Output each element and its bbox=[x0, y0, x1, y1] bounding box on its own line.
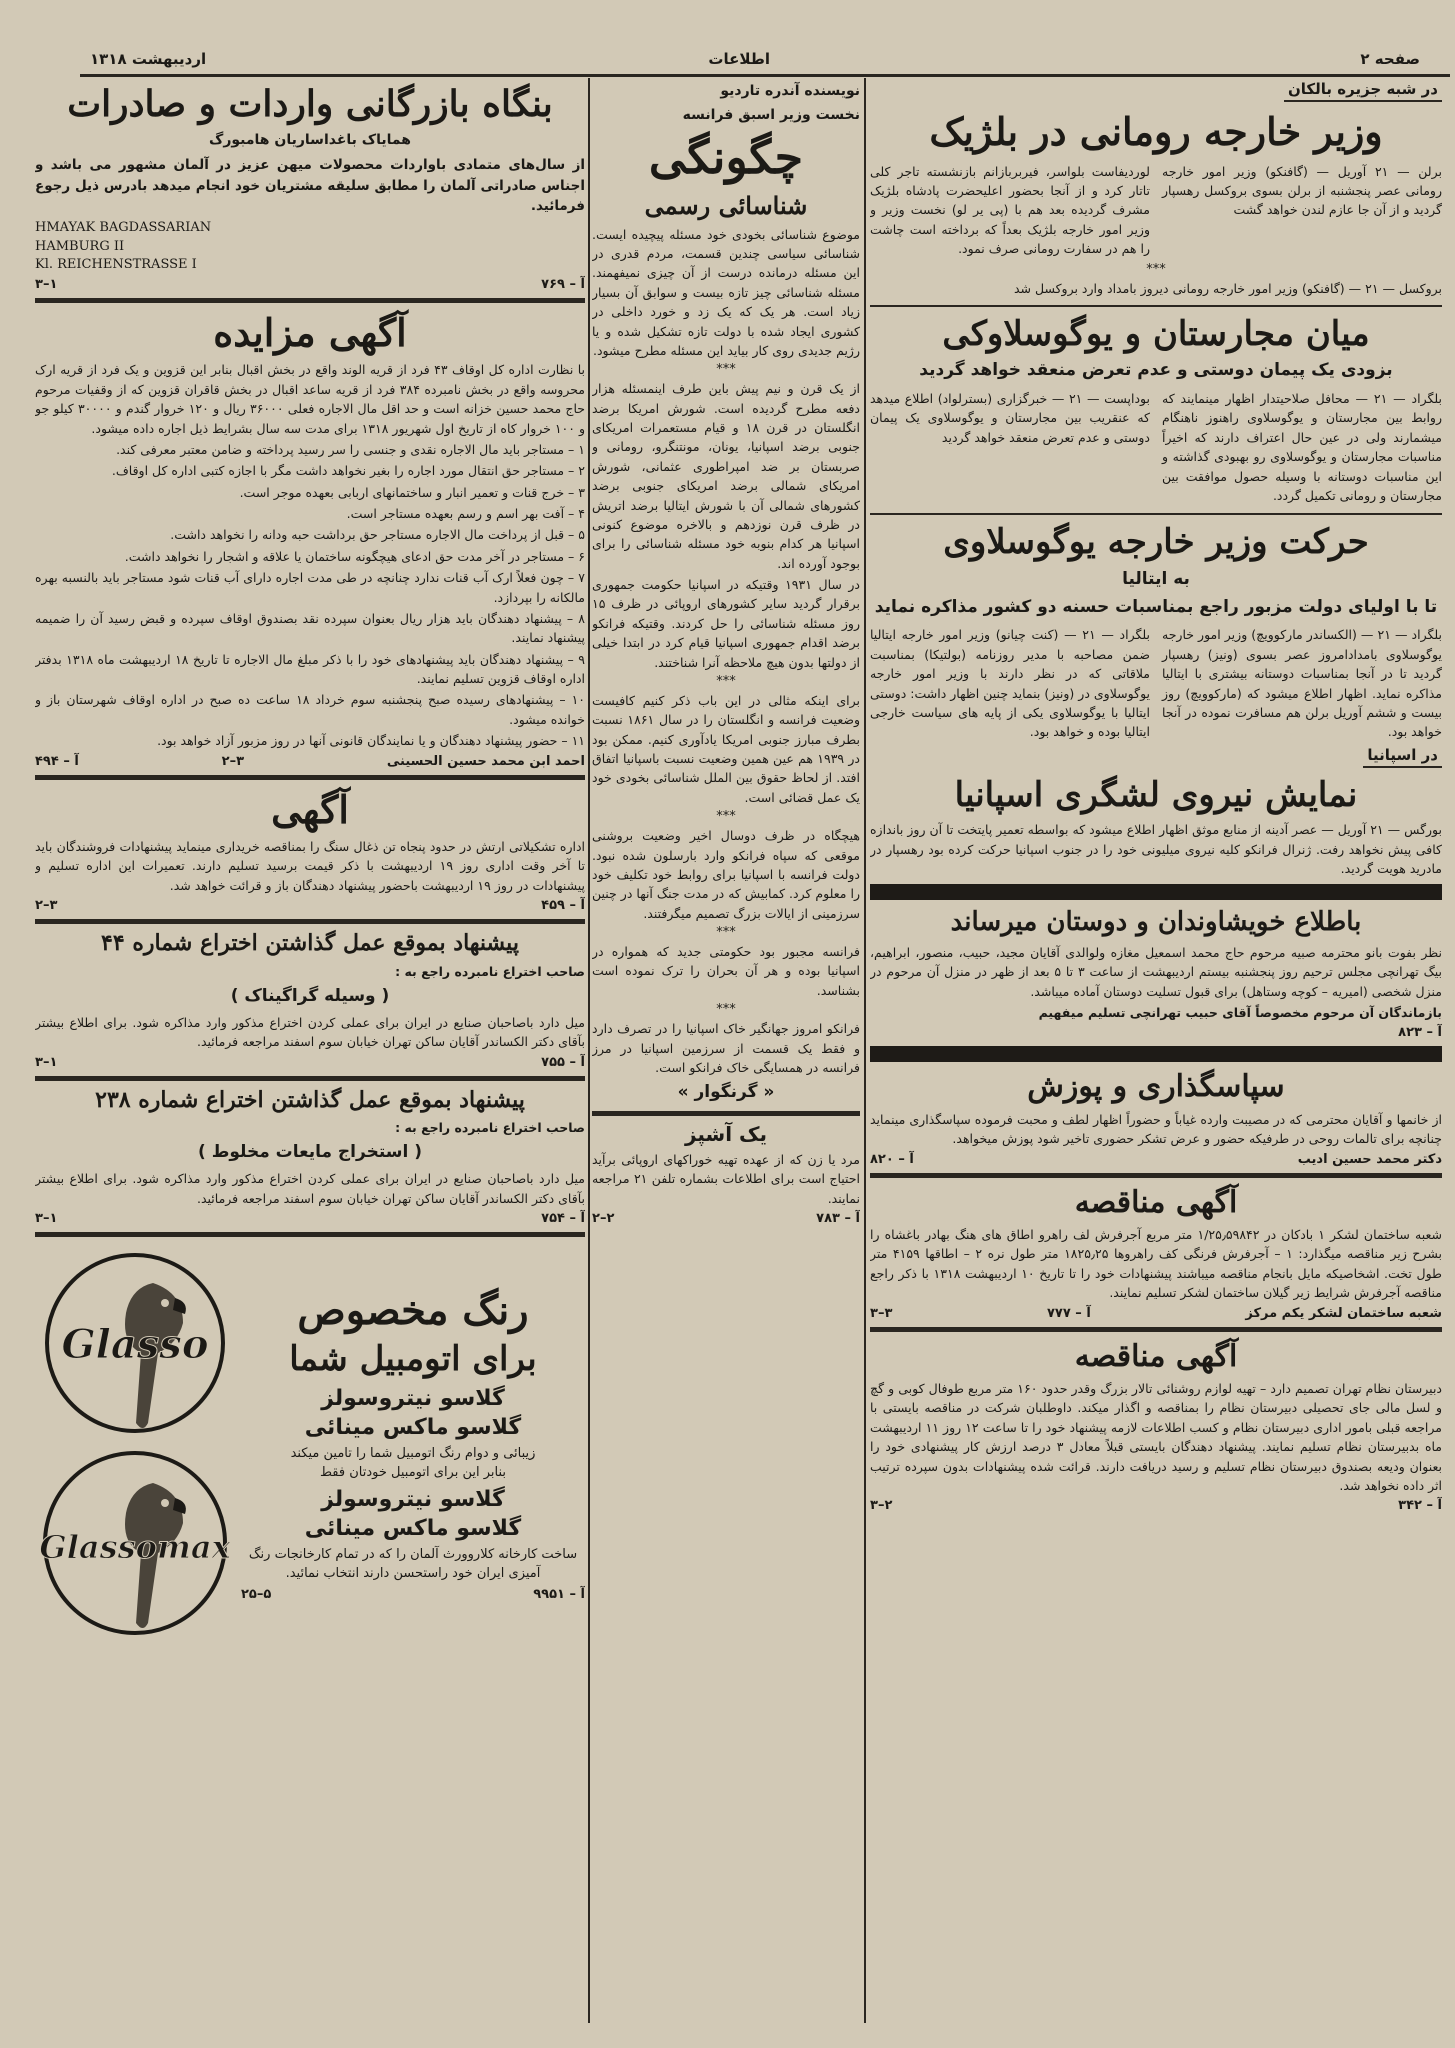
paint-ad-title: برای اتومبیل شما bbox=[289, 1339, 537, 1380]
patent-name: ( استخراج مایعات مخلوط ) bbox=[198, 1142, 422, 1163]
paint-ad-text bbox=[241, 1285, 585, 1604]
subheadline: بزودی یک پیمان دوستی و عدم تعرض منعقد خواهد گردید bbox=[919, 360, 1393, 381]
notice-code-row bbox=[870, 1498, 1442, 1513]
ad-title: آگهی bbox=[271, 786, 349, 832]
subheadline: تا با اولیای دولت مزبور راجع بمناسبات حسنه دو کشور مذاکره نماید bbox=[874, 596, 1438, 617]
article-credit: « گرنگوار » bbox=[677, 1082, 775, 1103]
article-text: فرانسه مجبور بود حکومتی جدید که همواره در اسپانیا بوده و هر آن بحران را ترک نموده است بشناسد. bbox=[592, 944, 860, 998]
article-text: برای اینکه مثالی در این باب ذکر کنیم کافیست وضعیت فرانسه و انگلستان را در سال ۱۸۶۱ نسبت بطرف مبارز جنوبی امریکا یادآوری کنیم. ممکن بود در ۱۹۳۹ هم عین همین وضعیت نسبت باسپانیا اتفاق افتد. از لحاظ حقوق بین الملل شناسائی بخودی خود یک عمل قضائی است. bbox=[592, 692, 860, 805]
divider bbox=[35, 1232, 585, 1237]
ad-item: ۲ – مستاجر حق انتقال مورد اجاره را بغیر نخواهد داشت مگر با اجازه کتبی اداره کل اوقاف. bbox=[111, 463, 585, 479]
ad-text: اداره تشکیلاتی ارتش در حدود پنجاه تن ذغال سنگ را بمناقصه خریداری مینماید پیشنهادات فروشندگان باید تا آخر وقت اداری روز ۱۹ اردیبهشت با ذکر قیمت برسید تسلیم دارند. تعمیرات این اداره تسلیم و پیشنهادات در روز ۱۹ اردیبهشت باحضور پیشنهاد دهندگان باز و قرائت خواهد شد. bbox=[35, 839, 585, 893]
ad-text: از سال‌های متمادی باواردات محصولات میهن عزیز در آلمان مشهور می باشد و اجناس صادراتی آلمان را مطابق سلیقه مشتریان خود انجام میدهد بادرس ذیل رجوع فرمائید. bbox=[35, 156, 585, 215]
address-line: HAMBURG II bbox=[35, 238, 125, 254]
logo-text: Glasso bbox=[61, 1321, 209, 1369]
parrot-logos bbox=[35, 1243, 235, 1647]
notice-text: نظر بفوت بانو محترمه صبیه مرحوم حاج محمد اسمعیل مغازه ولوالدی آقایان مجید، حبیب، منصور، ابراهیم، بیگ تهرانچی مجلس ترحیم روز پنجشنبه بیستم اردیبهشت از ساعت ۳ تا ۵ بعد از ظهر در منزل آن مرحوم در منزل شخصی (امیریه – کوچه وستاهل) برای قبول تسلیت دوستان آماده میباشد. bbox=[870, 944, 1442, 999]
notice-title: آگهی مناقصه bbox=[1074, 1338, 1238, 1374]
separator-stars: *** bbox=[716, 925, 736, 941]
column-divider bbox=[864, 78, 866, 2023]
divider bbox=[35, 1076, 585, 1081]
latin-address bbox=[35, 219, 585, 274]
article-yugoslav bbox=[870, 623, 1442, 743]
author-line: نویسنده آندره تاردیو bbox=[720, 83, 860, 99]
page-label: صفحه ۲ bbox=[1360, 50, 1420, 68]
ad-sequence: ۲–۳ bbox=[870, 1498, 893, 1514]
notice-text: شعبه ساختمان لشکر ۱ بادکان در ۱/۲۵٫۵۹۸۴۲ متر مربع آجرفرش لف راهرو اطاق های هنگ بهادر باغشاه را بشرح زیر مناقصه میگذارد: ۱ – آجرفرش فرنگی کف راهروها ۱۸۲۵٫۲۵ متر طول نره ۲ – اطاقها ۴۱۵۹ متر طول تخت. اشخاصیکه مایل بانجام مناقصه میباشند پیشنهادات خود را تا تاریخ ۱۰ اردیبهشت ۱۳۱۸ با ذکر راجع مناقصه آجرفرش شرایط زیر گیلان ساختمان لشکر تسلیم نمایند. bbox=[870, 1227, 1442, 1301]
divider bbox=[35, 775, 585, 780]
product-name: گلاسو نیتروسولز bbox=[321, 1486, 505, 1512]
notice-text: از خانمها و آقایان محترمی که در مصیبت وارده غیاباً و حضوراً اظهار لطف و محبت فرموده سپاسگذاری مینماید چنانچه برای تالمات روحی در طرفیکه حضور و عرض تشکر حضوری تاخیر شود پوزش میخواهد. bbox=[870, 1111, 1442, 1147]
paint-advertisement bbox=[35, 1243, 585, 1647]
ad-code-row bbox=[35, 1211, 585, 1226]
paint-ad-title: رنگ مخصوص bbox=[297, 1287, 529, 1335]
ad-title: آگهی مزایده bbox=[213, 309, 407, 355]
article-text: برلن — ۲۱ آوریل — (گافنکو) وزیر امور خارجه رومانی عصر پنجشنبه از برلن بسوی بروکسل رهسپار گردید و از آن جا عازم لندن خواهد گشت bbox=[1162, 163, 1442, 218]
ad-sequence: ۱–۳ bbox=[35, 1054, 58, 1070]
headline-hungary: میان مجارستان و یوگوسلاوکی bbox=[942, 313, 1370, 354]
ad-item: ۸ – پیشنهاد دهندگان باید هزار ریال بعنوان سپرده نقد بصندوق اوقاف سپرده و قبض رسید آن را ضمیمه پیشنهاد نمایند. bbox=[35, 610, 585, 646]
notice-title: آگهی مناقصه bbox=[1074, 1184, 1238, 1220]
logo-text: Glassomax bbox=[39, 1528, 231, 1567]
ad-code: آ – ۷۵۵ bbox=[541, 1054, 585, 1070]
ad-title: بنگاه بازرگانی واردات و صادرات bbox=[67, 83, 553, 125]
ad-code: آ – ۳۴۲ bbox=[1398, 1498, 1442, 1514]
column-divider bbox=[588, 78, 590, 2023]
middle-column bbox=[592, 78, 860, 1229]
ad-title: یک آشپز bbox=[684, 1122, 768, 1147]
paper-name: اطلاعات bbox=[708, 50, 770, 68]
divider bbox=[35, 919, 585, 924]
kicker: در اسپانیا bbox=[1363, 746, 1442, 768]
ad-code-row bbox=[592, 1211, 860, 1226]
divider bbox=[870, 305, 1442, 307]
right-column bbox=[870, 78, 1442, 1516]
article-text: فرانکو امروز جهانگیر خاک اسپانیا را در تصرف دارد و فقط یک قسمت از سرزمین اسپانیا در مرز فرانسه در همسایگی خاک فرانکو است. bbox=[592, 1021, 860, 1075]
ad-title: پیشنهاد بموقع عمل گذاشتن اختراع شماره ۴۴ bbox=[101, 930, 519, 957]
ad-title: پیشنهاد بموقع عمل گذاشتن اختراع شماره ۲۳۸ bbox=[95, 1086, 525, 1113]
ad-item: ۳ – خرج قنات و تعمیر انبار و ساختمانهای اربابی بعهده موجر است. bbox=[239, 484, 585, 500]
notice-text: دبیرستان نظام تهران تصمیم دارد – تهیه لوازم روشنائی تالار بزرگ وقدر حدود ۱۶۰ متر مربع طوفال کوبی و گچ و لسل مالی جای تحصیلی دبیرستان نظام را بمناقصه و اگذار میکند. داوطلبان شرکت در مناقصه بایستی با مراجعه قبلی بامور اداری دبیرستان نظام و کسب اطلاعات لازمه پیشنهاد خود را تا ساعت ۱۲ روز ۱۱ اردیبهشت ماه بدبیرستان نظام تسلیم نمایند. پیشنهاد دهندگان بایستی قبلاً معادل ۳ درصد ارزش کار پیشنهادی خود را بعنوان ودیعه بصندوق دبیرستان نظام تسلیم و رسید دریافت دارند. قرائت شده پیشنهادات بدون سپرده ترتیب اثر داده نخواهد شد. bbox=[870, 1381, 1442, 1493]
divider bbox=[870, 1173, 1442, 1178]
divider bbox=[870, 1327, 1442, 1332]
glasso-parrot-logo bbox=[35, 1243, 235, 1643]
divider bbox=[870, 513, 1442, 515]
ad-code-row bbox=[35, 898, 585, 913]
notice-signature-row bbox=[870, 1152, 1442, 1167]
article-text: لوردیفاست بلواسر، فیربربازانم بازنشسته تاجر کلی تاتار کرد و از آنجا بحضور اعلیحضرت پادشاه بلژیک مشرف گردیده بعد هم با (پی یر لو) نخست وزیر و وزیر امور خارجه بلژیک بعداً که برداخته است چاشت را هم در سفارت رومانی صرف نمود. bbox=[870, 163, 1150, 256]
ad-code: آ – ۴۵۹ bbox=[541, 898, 585, 914]
separator-stars: *** bbox=[716, 1002, 736, 1018]
headline-romania: وزیر خارجه رومانی در بلژیک bbox=[929, 109, 1383, 154]
ad-code: آ – ۴۹۴ bbox=[35, 753, 79, 769]
paint-ad-note: زیبائی و دوام رنگ اتومبیل شما را تامین میکند bbox=[290, 1445, 536, 1461]
ad-subtitle: همایاک باغداساریان هامبورگ bbox=[209, 132, 411, 148]
ad-text: میل دارد باصاحبان صنایع در ایران برای عملی کردن اختراع مذکور وارد مذاکره شود. برای اطلاع بیشتر بآقای دکتر الکساندر آقایان ساکن تهران خیابان سوم اسفند مراجعه فرمائید. bbox=[35, 1014, 585, 1050]
separator-stars: *** bbox=[716, 809, 736, 825]
ad-code-row bbox=[35, 277, 585, 292]
address-line: HMAYAK BAGDASSARIAN bbox=[35, 220, 212, 236]
ad-code: آ – ۷۷۷ bbox=[1046, 1305, 1091, 1321]
header-rule bbox=[80, 74, 1450, 77]
headline-yugoslav: حرکت وزیر خارجه یوگوسلاوی bbox=[943, 522, 1369, 563]
ad-sequence: ۳–۳ bbox=[870, 1305, 893, 1321]
separator-stars: *** bbox=[716, 362, 736, 378]
product-name: گلاسو ماکس مینائی bbox=[304, 1515, 522, 1541]
page-header bbox=[90, 50, 1440, 72]
divider-bar bbox=[870, 1046, 1442, 1062]
ad-item: ۶ – مستاجر در آخر مدت حق ادعای هیچگونه ساختمان یا علاقه و اشجار را نخواهد داشت. bbox=[124, 548, 585, 564]
signature: احمد ابن محمد حسین الحسینی bbox=[386, 753, 585, 769]
ad-item: ۱۰ – پیشنهادهای رسیده صبح پنجشنبه سوم خرداد ۱۸ ساعت ده صبح در اداره اوقاف شهرستان باز و خوانده میشود. bbox=[35, 692, 585, 727]
notice-signature-row bbox=[870, 1306, 1442, 1321]
ad-item: ۱۱ – حضور پیشنهاد دهندگان و یا نمایندگان قانونی آنها در روز مزبور آزاد خواهد بود. bbox=[157, 733, 585, 749]
divider-bar bbox=[870, 884, 1442, 900]
article-text: بلگراد — ۲۱ — (الکساندر مارکوویچ) وزیر امور خارجه یوگوسلاوی بامدادامروز عصر بسوی (ونیز) رهسپار گردید تا در آنجا بمناسبات دوستانه بیشتری با ایتالیا مذاکره نماید. اظهار اطلاع میشود که (مارکوویچ) روز بیست و ششم آوریل برلن هم مسافرت نموده در آنجا خواهد بود. bbox=[1162, 627, 1442, 740]
separator-stars: *** bbox=[716, 673, 736, 689]
article-text: بورگس — ۲۱ آوریل — عصر آدینه از منابع موثق اظهار اطلاع میشود که بواسطه تعمیر پایتخت تا آن روز باندازه کافی پیش نخواهد رفت. ژنرال فرانکو کلیه نیروی میلیونی خود را در جنوب اسپانیا حرکت کرده بود رهسپار در مادرید هویت گردید. bbox=[870, 822, 1442, 876]
notice-title: سپاسگذاری و پوزش bbox=[1027, 1069, 1285, 1105]
date-text: اردیبهشت ۱۳۱۸ bbox=[90, 50, 207, 68]
ad-text: مرد یا زن که از عهده تهیه خوراکهای اروپائی برآید احتیاج است برای اطلاعات بشماره تلفن ۲۱ مراجعه نمایند. bbox=[592, 1152, 860, 1206]
ad-code: آ – ۹۹۵۱ bbox=[533, 1586, 585, 1602]
article-subtitle: شناسائی رسمی bbox=[644, 190, 808, 220]
notice-code-row bbox=[870, 1025, 1442, 1040]
patent-name: ( وسیله گراگیناک ) bbox=[230, 986, 390, 1007]
ad-signature-row bbox=[35, 754, 585, 769]
article-title: چگونگی bbox=[648, 130, 804, 185]
divider bbox=[35, 298, 585, 303]
article-text: بروکسل — ۲۱ — (گافنکو) وزیر امور خارجه رومانی دیروز بامداد وارد بروکسل شد bbox=[1013, 281, 1442, 297]
author-title: نخست وزیر اسبق فرانسه bbox=[682, 106, 860, 123]
ad-text: با نظارت اداره کل اوقاف ۴۳ فرد از قریه الوند واقع در بخش اقبال بنابر این قزوین و یک فرد از قریه ارک محروسه واقع در بخش نامبرده ۳۸۴ فرد از قریه ساعد اقبال در بخش قاقران قزوین که از وقفیات مرحوم حاج محمد حسین خزانه است و حد اقل مال الاجاره فعلی ۳۶۰۰۰ ریال و ۱۲۰ خروار گندم و ۳۰۰۰۰ کیلو جو و ۱۰۰ خروار کاه از تاریخ اول شهریور ۱۳۱۸ برای مدت سه سال بشرایط ذیل اجاره داده میشود. bbox=[35, 362, 585, 436]
product-name: گلاسو نیتروسولز bbox=[321, 1385, 505, 1411]
ad-sequence: ۳–۲ bbox=[221, 753, 245, 769]
notice-title: باطلاع خویشاوندان و دوستان میرساند bbox=[950, 907, 1362, 938]
article-text: بلگراد — ۲۱ — (کنت چیانو) وزیر امور خارجه ایتالیا ضمن مصاحبه با مدیر روزنامه (بولتیکا) بمناسبت ملاقاتی که در نظر دارند با وزیر امور خارجه یوگوسلاوی در (ونیز) بنماید چنین اظهار داشت: دوستی ایتالیا با یوگوسلاوی یکی از پایه های سیاست خارجی ایتالیا بوده و خواهد بود. bbox=[870, 627, 1151, 740]
ad-text: میل دارد باصاحبان صنایع در ایران برای عملی کردن اختراع مذکور وارد مذاکره شود. برای اطلاع بیشتر بآقای دکتر الکساندر آقایان ساکن تهران خیابان سوم اسفند مراجعه فرمائید. bbox=[35, 1171, 585, 1206]
paint-ad-note: ساخت کارخانه کلاروورث آلمان را که در تمام کارخانجات رنگ آمیزی ایران خود راستحسن دارند انتخاب نمائید. bbox=[248, 1546, 578, 1582]
article-romania bbox=[870, 160, 1442, 261]
separator-stars: *** bbox=[1146, 262, 1166, 278]
ad-item: ۵ – قبل از پرداخت مال الاجاره مستاجر حق برداشت حبه ودانه را نخواهد داشت. bbox=[170, 527, 585, 543]
article-text: در سال ۱۹۳۱ وقتیکه در اسپانیا حکومت جمهوری برقرار گردید سایر کشورهای اروپائی در ظرف ۱۵ روز مسئله شناسائی را حل کردند. وقتیکه فرانکو برضد اقدام جمهوری اسپانیا قیام کرد در ابتدا خیلی از دولتها بدون هیچ ملاحظه آنرا شناختند. bbox=[592, 577, 860, 670]
signature: شعبه ساختمان لشکر یکم مرکز bbox=[1245, 1305, 1442, 1321]
ad-text: صاحب اختراع نامبرده راجع به : bbox=[395, 1120, 585, 1136]
notice-text: بازماندگان آن مرحوم مخصوصاً آقای حبیب تهرانچی تسلیم میفهیم bbox=[1038, 1004, 1442, 1020]
ad-sequence: ۲–۲ bbox=[592, 1211, 615, 1227]
headline-spain: نمایش نیروی لشگری اسپانیا bbox=[954, 774, 1358, 815]
article-text: هیچگاه در ظرف دوسال اخیر وضعیت بروشنی موقعی که سپاه فرانکو وارد بارسلون شده نبود. دولت فرانسه با اسپانیا برای روابط خود تکلیف خود را معلوم کرد. کمابیش که در مدت جنگ آنها در چنین سرزمینی از ایالات بزرگ تصمیم میگرفتند. bbox=[592, 828, 860, 921]
product-name: گلاسو ماکس مینائی bbox=[304, 1414, 522, 1440]
ad-code: آ – ۸۲۰ bbox=[870, 1151, 914, 1167]
article-hungary bbox=[870, 387, 1442, 507]
ad-sequence: ۳–۲ bbox=[35, 898, 58, 914]
ad-text: صاحب اختراع نامبرده راجع به : bbox=[395, 963, 585, 979]
article-text: از یک قرن و نیم پیش باین طرف اینمسئله هزار دفعه مطرح گردیده است. شورش امریکا برضد انگلستان در قرن ۱۸ و قیام مستعمرات امریکای جنوبی برضد اسپانیا، یونان، مونتنگرو، رومانی و صربستان بر ضد امپراطوری عثمانی، شورش امریکای شمالی برضد امریکای جنوبی برضد کشورهای شمالی آن با شورش ایتالیا برضد اتریش در ظرف قرن نوزدهم و بالاخره موضوع کنونی اسپانیا هر کدام بنوبه خود مسئله شناسائی را برای بوجود آورده اند. bbox=[592, 381, 860, 571]
article-text: بوداپست — ۲۱ — خبرگزاری (بسترلواد) اطلاع میدهد که عنقریب بین مجارستان و یوگوسلاوی یک پیمان دوستی و عدم تعرض منعقد خواهد گردید bbox=[870, 391, 1150, 445]
signature: دکتر محمد حسین ادیب bbox=[1297, 1151, 1442, 1167]
left-column bbox=[35, 78, 585, 1647]
ad-code-row bbox=[241, 1587, 585, 1602]
ad-item: ۱ – مستاجر باید مال الاجاره نقدی و جنسی را سر رسید پرداخته و ضامن معتبر معرفی کند. bbox=[116, 441, 585, 457]
article-text: موضوع شناسائی بخودی خود مسئله پیچیده ایست. شناسائی سیاسی چندین قسمت، مردم قدری در این مسئله درمانده درست از آن چیزی نمیفهمند. مسئله شناسائی چیز تازه بیست و سوابق آن بسیار زیاد است. هر یک که یک زد و خورد داخلی در کشوری ایجاد شده با دولت تازه تشکیل شده و یا رژیم جدیدی روی کار بیاید این مسئله مطرح میشود. bbox=[592, 226, 860, 358]
ad-item: ۴ – آفت بهر اسم و رسم بعهده مستاجر است. bbox=[346, 506, 585, 522]
article-text: بلگراد — ۲۱ — محافل صلاحیتدار اظهار مینمایند که روابط بین مجارستان و یوگوسلاوی راهنوز ناهنگام میشمارند ولی در عین حال اعتراف دارند که اخیراً مناسبات مجارستان و یوگوسلاوی رو بهبودی گذاشته و این مناسبات دوستانه با وسیله حصول موافقت بین مجارستان و رومانی تکمیل گردد. bbox=[1162, 391, 1442, 503]
ad-code: آ – ۷۶۹ bbox=[541, 276, 585, 292]
ad-item: ۷ – چون فعلاً ارک آب قنات ندارد چنانچه در طی مدت اجاره دارای آب قنات شود مستاجر باید بالنسبه بهره مالکانه را بپردازد. bbox=[35, 570, 585, 605]
ad-code-row bbox=[35, 1055, 585, 1070]
address-line: Kl. REICHENSTRASSE I bbox=[35, 256, 197, 272]
ad-code: آ – ۷۵۴ bbox=[541, 1211, 585, 1227]
kicker: در شبه جزیره بالکان bbox=[1284, 80, 1442, 102]
subheadline: به ایتالیا bbox=[1122, 568, 1190, 589]
ad-sequence: ۱–۳ bbox=[35, 276, 58, 292]
ad-code: آ – ۷۸۳ bbox=[816, 1211, 860, 1227]
ad-sequence: ۵–۲۵ bbox=[241, 1586, 272, 1602]
ad-sequence: ۱–۳ bbox=[35, 1211, 58, 1227]
divider bbox=[592, 1111, 860, 1116]
ad-code: آ – ۸۲۳ bbox=[1398, 1025, 1442, 1041]
ad-item: ۹ – پیشنهاد دهندگان باید پیشنهادهای خود را با ذکر مبلغ مال الاجاره تا تاریخ ۱۸ اردیبهشت ماه ۱۳۱۸ بدفتر اداره اوقاف قزوین تسلیم نمایند. bbox=[35, 651, 585, 687]
paint-ad-note: بنابر این برای اتومبیل خودتان فقط bbox=[319, 1465, 507, 1481]
